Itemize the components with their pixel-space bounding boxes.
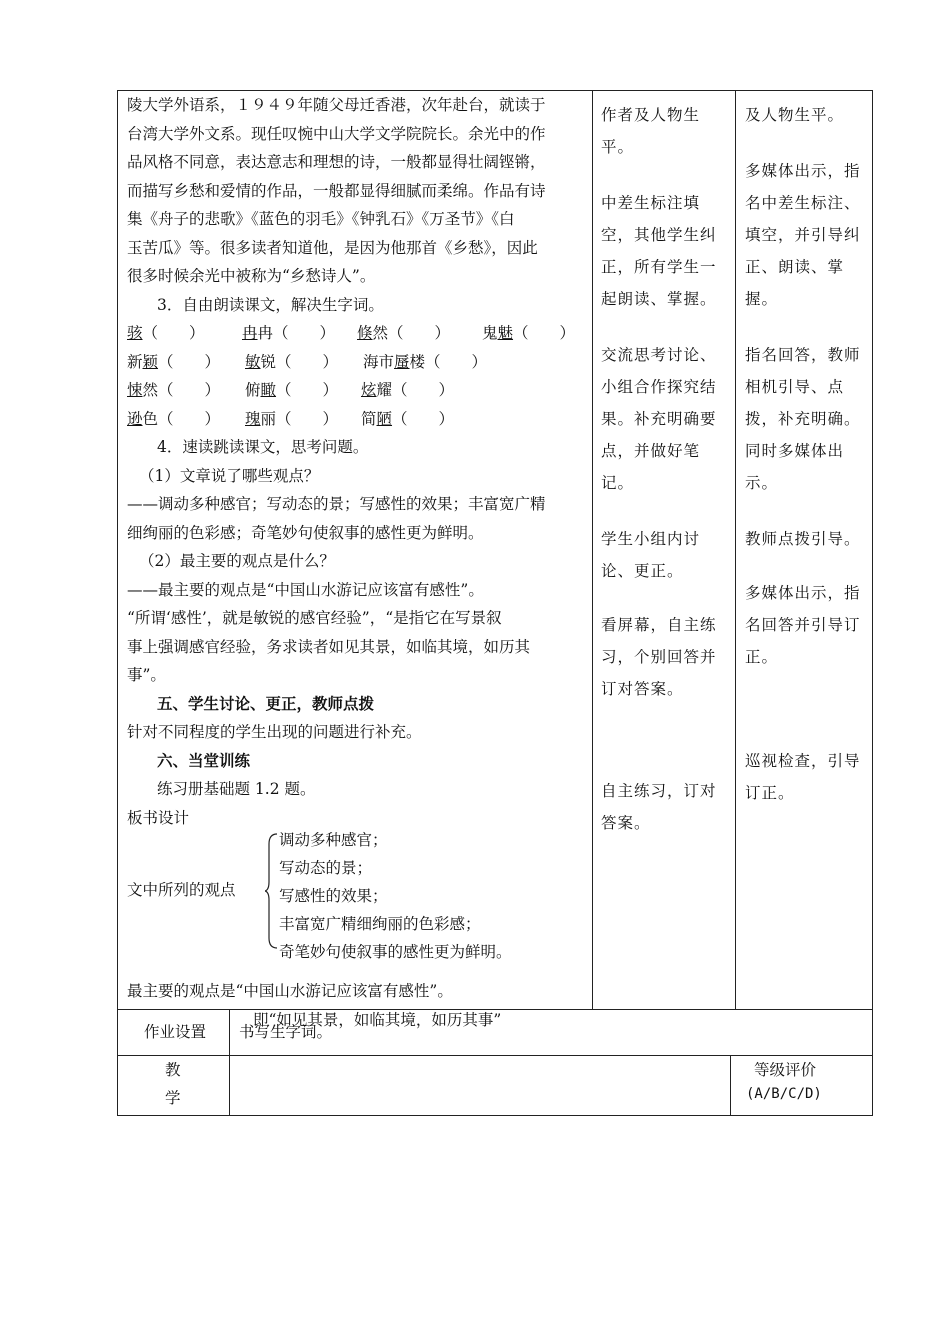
lesson-table [117,90,873,1116]
student-activity-column [601,99,731,163]
homework-label: 作业设置 [144,1023,207,1041]
bio-line: 陵大学外语系，１９４９年随父母迁香港，次年赴台，就读于 [127,96,546,114]
teacher-activity-block [745,577,869,673]
student-activity: 作者及人物生平。 [601,106,701,156]
question-2: （2）最主要的观点是什么？ [139,552,335,570]
column-divider-1 [592,91,593,1009]
teacher-activity-column [745,99,869,131]
vocab-item: 瑰丽（ ） [245,409,339,428]
teacher-activity-block [745,339,869,499]
board-item: 写感性的效果； [279,887,388,905]
vocab-item: 炫耀（ ） [361,381,455,399]
student-activity: 交流思考讨论、小组合作探究结果。补充明确要点，并做好笔记。 [601,346,717,492]
teaching-content [127,91,592,1034]
vocab-item: 骇（ ） [127,324,205,342]
question-1: （1）文章说了哪些观点？ [139,466,320,485]
student-activity: 学生小组内讨论、更正。 [601,530,701,580]
grade-options: (A/B/C/D) [746,1086,822,1102]
vocab-row-2 [127,348,592,377]
board-design-heading: 板书设计 [127,808,190,827]
bio-line: 台湾大学外文系。现任叹惋中山大学文学院院长。余光中的作 [127,124,546,143]
teacher-activity-block [745,523,869,555]
bio-line: 集《舟子的悲歌》《蓝色的羽毛》《钟乳石》《万圣节》《白 [127,210,515,228]
board-item: 奇笔妙句使叙事的感性更为鲜明。 [279,943,512,961]
section-6-text: 练习册基础题 1.2 题。 [157,780,316,798]
section-5-text: 针对不同程度的学生出现的问题进行补充。 [127,723,422,741]
answer-1: ——调动多种感官；写动态的景；写感性的效果；丰富宽广精 [127,495,546,513]
vocab-item: 敏锐（ ） [245,352,339,371]
student-activity: 看屏幕，自主练习，个别回答并订对答案。 [601,616,717,698]
student-activity-block [601,339,731,499]
teacher-activity: 多媒体出示，指名中差生标注、填空，并引导纠正、朗读、掌握。 [745,162,861,308]
student-activity: 中差生标注填空，其他学生纠正，所有学生一起朗读、掌握。 [601,194,717,308]
answer-2: 事”。 [127,666,166,684]
section-5-heading: 五、学生讨论、更正，教师点拨 [157,693,375,713]
board-item: 调动多种感官； [279,831,388,849]
vocab-row-4 [127,405,592,434]
vocab-item: 新颖（ ） [127,352,221,371]
vocab-item: 简陋（ ） [361,409,455,428]
homework-value: 书写生字词。 [239,1023,333,1041]
vocab-item: 海市蜃楼（ ） [363,352,488,371]
vocab-item: 鬼魅（ ） [482,324,576,342]
main-view: 最主要的观点是“中国山水游记应该富有感性”。 [127,982,453,1000]
vocab-item: 冉冉（ ） [242,324,336,342]
vocab-row-3 [127,376,592,405]
step-4-heading: 4．速读跳读课文，思考问题。 [157,438,369,456]
vocab-item: 俯瞰（ ） [245,381,339,399]
reflection-label: 教 [165,1061,181,1079]
main-view-detail: 即“如见其景，如临其境，如历其事” [253,1010,502,1029]
vocab-item: 逊色（ ） [127,409,221,428]
teacher-activity: 巡视检查，引导订正。 [745,752,861,802]
vocab-item: 倏然（ ） [357,324,451,342]
grade-column-divider [730,1055,731,1115]
teacher-activity-block [745,155,869,315]
bio-line: 品风格不同意，表达意志和理想的诗，一般都显得壮阔铿锵， [127,153,546,171]
student-activity: 自主练习，订对答案。 [601,782,717,832]
answer-2: “所谓‘感性’，就是敏锐的感官经验”，“是指它在写景叙 [127,609,502,627]
teacher-activity-block [745,745,869,809]
teacher-activity: 多媒体出示，指名回答并引导订正。 [745,584,861,666]
student-activity-block [601,187,731,315]
student-activity-block [601,523,731,587]
answer-1: 细绚丽的色彩感；奇笔妙句使叙事的感性更为鲜明。 [127,523,484,542]
board-design [127,832,592,977]
teacher-activity: 指名回答，教师相机引导、点拨，补充明确。同时多媒体出示。 [745,346,861,492]
bio-line: 很多时候余光中被称为“乡愁诗人”。 [127,267,376,285]
vocab-item: 悚然（ ） [127,381,221,399]
board-item: 写动态的景； [279,859,373,877]
answer-2: 事上强调感官经验，务求读者如见其景，如临其境，如历其 [127,637,531,656]
board-item: 丰富宽广精细绚丽的色彩感； [279,915,481,933]
reflection-label: 学 [165,1089,181,1107]
student-activity-block [601,775,731,839]
step-3-heading: 3．自由朗读课文，解决生字词。 [157,295,384,314]
brace-icon [265,832,279,950]
teacher-activity: 及人物生平。 [745,106,845,124]
section-6-heading: 六、当堂训练 [157,750,251,770]
answer-2: ——最主要的观点是“中国山水游记应该富有感性”。 [127,580,484,599]
bio-line: 玉苦瓜》等。很多读者知道他，是因为他那首《乡愁》，因此 [127,238,538,257]
teacher-activity: 教师点拨引导。 [745,530,861,548]
bio-line: 而描写乡愁和爱情的作品，一般都显得细腻而柔绵。作品有诗 [127,181,546,200]
grade-label: 等级评价 [754,1061,817,1079]
column-divider-2 [735,91,736,1009]
row-divider-reflection [118,1055,872,1056]
board-items [279,826,512,966]
board-label: 文中所列的观点 [127,881,236,899]
vocab-row-1 [127,319,592,348]
student-activity-block [601,609,731,705]
